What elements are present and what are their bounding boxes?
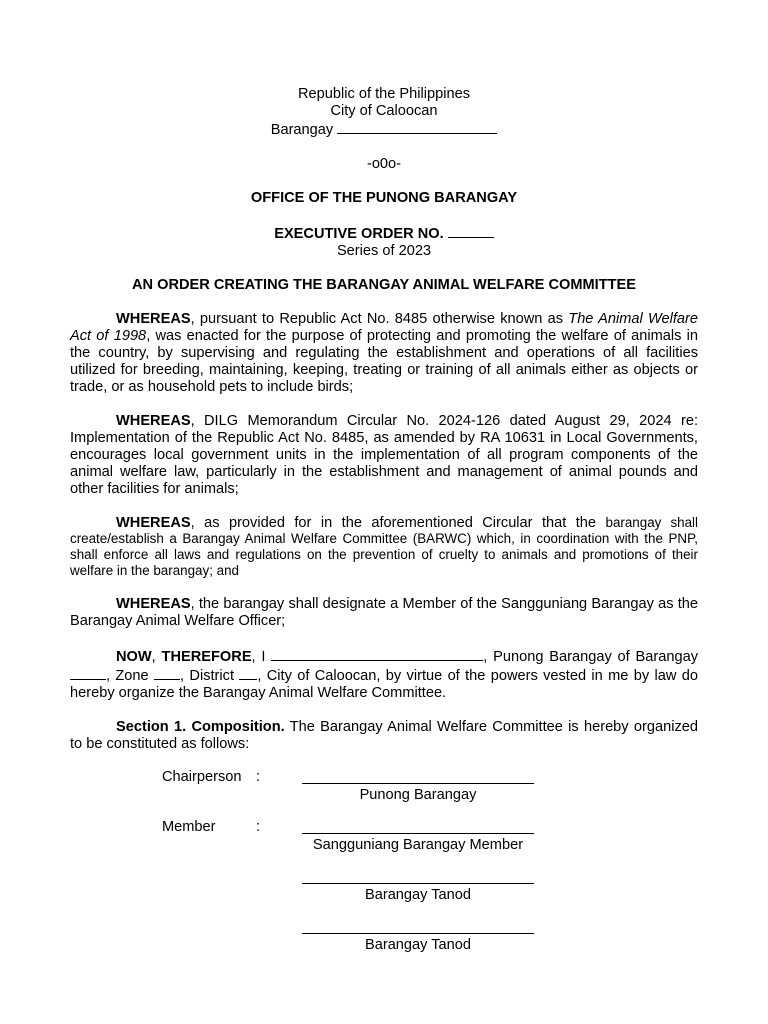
member3-title: Barangay Tanod: [364, 937, 472, 953]
barangay-blank: [337, 120, 497, 134]
barangay-number-blank: [70, 666, 106, 680]
chairperson-label: Chairperson: [162, 769, 242, 785]
republic-line: Republic of the Philippines: [298, 86, 470, 102]
barangay-line: [70, 120, 698, 139]
office-heading: OFFICE OF THE PUNONG BARANGAY: [250, 190, 518, 206]
whereas-lead: WHEREAS: [116, 515, 191, 531]
district-blank: [239, 666, 257, 680]
whereas-lead: WHEREAS: [116, 413, 191, 429]
member-label: Member: [162, 819, 216, 835]
city-line: City of Caloocan: [330, 103, 438, 119]
whereas-lead: WHEREAS: [116, 596, 191, 612]
signature-line: [302, 883, 534, 884]
signature-line: [302, 783, 534, 784]
whereas-paragraph-3: WHEREAS, as provided for in the aforementioned Circular that the barangay shall create/establish a Barangay Animal Welfare Committee (BARWC) which, in coordination with the PNP, shall enforce all laws and regulations on the prevention of cruelty to animals and promotions of their welfare in the barangay; and: [70, 515, 698, 578]
whereas-lead: WHEREAS: [116, 311, 191, 327]
whereas-paragraph-4: WHEREAS, the barangay shall designate a Member of the Sangguniang Barangay as the Barangay Animal Welfare Officer;: [70, 596, 698, 629]
whereas-paragraph-2: WHEREAS, DILG Memorandum Circular No. 2024-126 dated August 29, 2024 re: Implementation of the Republic Act No. 8485, as amended by RA 10631 in Local Governments, encourages local government units in the implementation of all program components of the animal welfare law, particularly in the establishment and management of animal pounds and other facilities for animals;: [70, 413, 698, 497]
name-blank: [271, 647, 483, 661]
barangay-label: Barangay: [270, 122, 334, 138]
section-1-paragraph: Section 1. Composition. The Barangay Animal Welfare Committee is hereby organized to be constituted as follows:: [70, 719, 698, 752]
separator: -o0o-: [366, 156, 402, 172]
order-number-blank: [448, 224, 494, 238]
signature-line: [302, 833, 534, 834]
section-heading: Section 1. Composition.: [116, 719, 285, 735]
chair-title: Punong Barangay: [359, 787, 477, 803]
act-title: The Animal Welfare Act of 1998: [70, 311, 698, 344]
member2-title: Barangay Tanod: [364, 887, 472, 903]
composition-list: [70, 769, 698, 959]
signature-line: [302, 933, 534, 934]
member1-title: Sangguniang Barangay Member: [312, 837, 524, 853]
colon: :: [256, 819, 261, 835]
zone-blank: [154, 666, 180, 680]
document-page: [70, 86, 698, 959]
now-therefore-paragraph: NOW, THEREFORE, I , Punong Barangay of Barangay, Zone , District , City of Caloocan, by virtue of the powers vested in me by law do hereby organize the Barangay Animal Welfare Committee.: [70, 649, 699, 701]
letterhead: [70, 86, 698, 139]
series-line: Series of 2023: [336, 243, 432, 259]
order-label: EXECUTIVE ORDER NO.: [274, 226, 444, 242]
colon: :: [256, 769, 261, 785]
order-title: AN ORDER CREATING THE BARANGAY ANIMAL WELFARE COMMITTEE: [131, 277, 637, 293]
order-number-line: [70, 224, 698, 243]
whereas-paragraph-1: WHEREAS, pursuant to Republic Act No. 8485 otherwise known as The Animal Welfare Act of 1998, was enacted for the purpose of protecting and promoting the welfare of animals in the country, by supervising and regulating the establishment and operations of all facilities utilized for breeding, maintaining, keeping, treating or training of all animals either as objects or trade, or as household pets to include birds;: [70, 311, 698, 395]
